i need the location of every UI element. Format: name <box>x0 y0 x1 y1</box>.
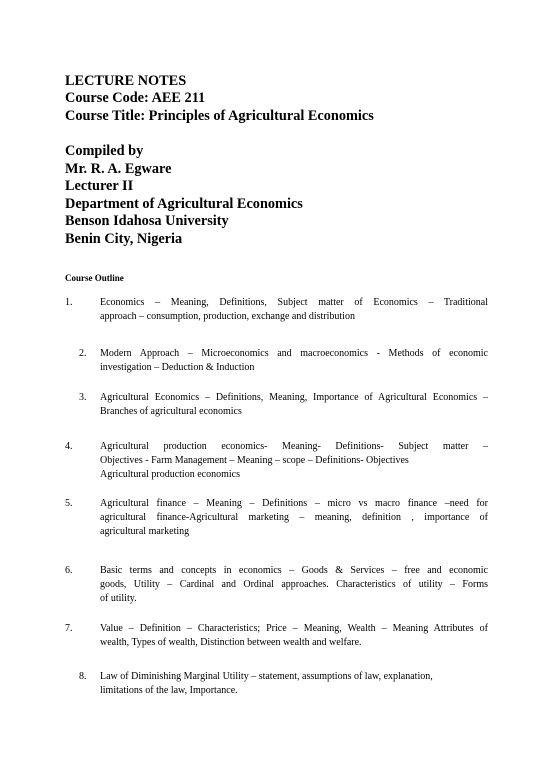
outline-item-number: 4. <box>65 441 73 452</box>
department: Department of Agricultural Economics <box>65 196 303 212</box>
outline-item: Modern Approach – Microeconomics and macroeconomics - Methods of economic investigation – Deduction & Induction <box>100 348 488 373</box>
outline-item-number: 3. <box>79 392 87 403</box>
author-name: Mr. R. A. Egware <box>65 161 172 177</box>
outline-item: Law of Diminishing Marginal Utility – statement, assumptions of law, explanation, limitations of the law, Importance. <box>100 671 433 696</box>
outline-item: Economics – Meaning, Definitions, Subject matter of Economics – Traditional approach – consumption, production, exchange and distribution <box>100 297 488 322</box>
title-lecture-notes: LECTURE NOTES <box>65 73 187 89</box>
outline-item-number: 6. <box>65 565 73 576</box>
outline-item-number: 5. <box>65 498 73 509</box>
outline-item-number: 7. <box>65 623 73 634</box>
course-title: Course Title: Principles of Agricultural Economics <box>65 108 374 124</box>
outline-item-number: 1. <box>65 297 73 308</box>
course-outline-heading: Course Outline <box>65 273 124 283</box>
university: Benson Idahosa University <box>65 213 229 229</box>
outline-item: Agricultural finance – Meaning – Definitions – micro vs macro finance –need for agricultural finance-Agricultural marketing – meaning, definition , importance of agricultural marketing <box>100 498 488 537</box>
outline-item: Agricultural Economics – Definitions, Meaning, Importance of Agricultural Economics – Branches of agricultural economics <box>100 392 488 417</box>
course-code: Course Code: AEE 211 <box>65 90 206 106</box>
outline-item-number: 2. <box>79 348 87 359</box>
compiled-by: Compiled by <box>65 143 144 159</box>
outline-item: Basic terms and concepts in economics – Goods & Services – free and economic goods, Utility – Cardinal and Ordinal approaches. Characteristics of utility – Forms of utility. <box>100 565 488 604</box>
city: Benin City, Nigeria <box>65 231 183 247</box>
outline-item: Agricultural production economics- Meaning- Definitions- Subject matter – Objectives - Farm Management – Meaning – scope – Definitions- Objectives Agricultural production economics <box>100 441 488 480</box>
outline-item: Value – Definition – Characteristics; Price – Meaning, Wealth – Meaning Attributes of wealth, Types of wealth, Distinction between wealth and welfare. <box>100 623 488 648</box>
outline-item-number: 8. <box>79 671 87 682</box>
author-rank: Lecturer II <box>65 178 134 194</box>
